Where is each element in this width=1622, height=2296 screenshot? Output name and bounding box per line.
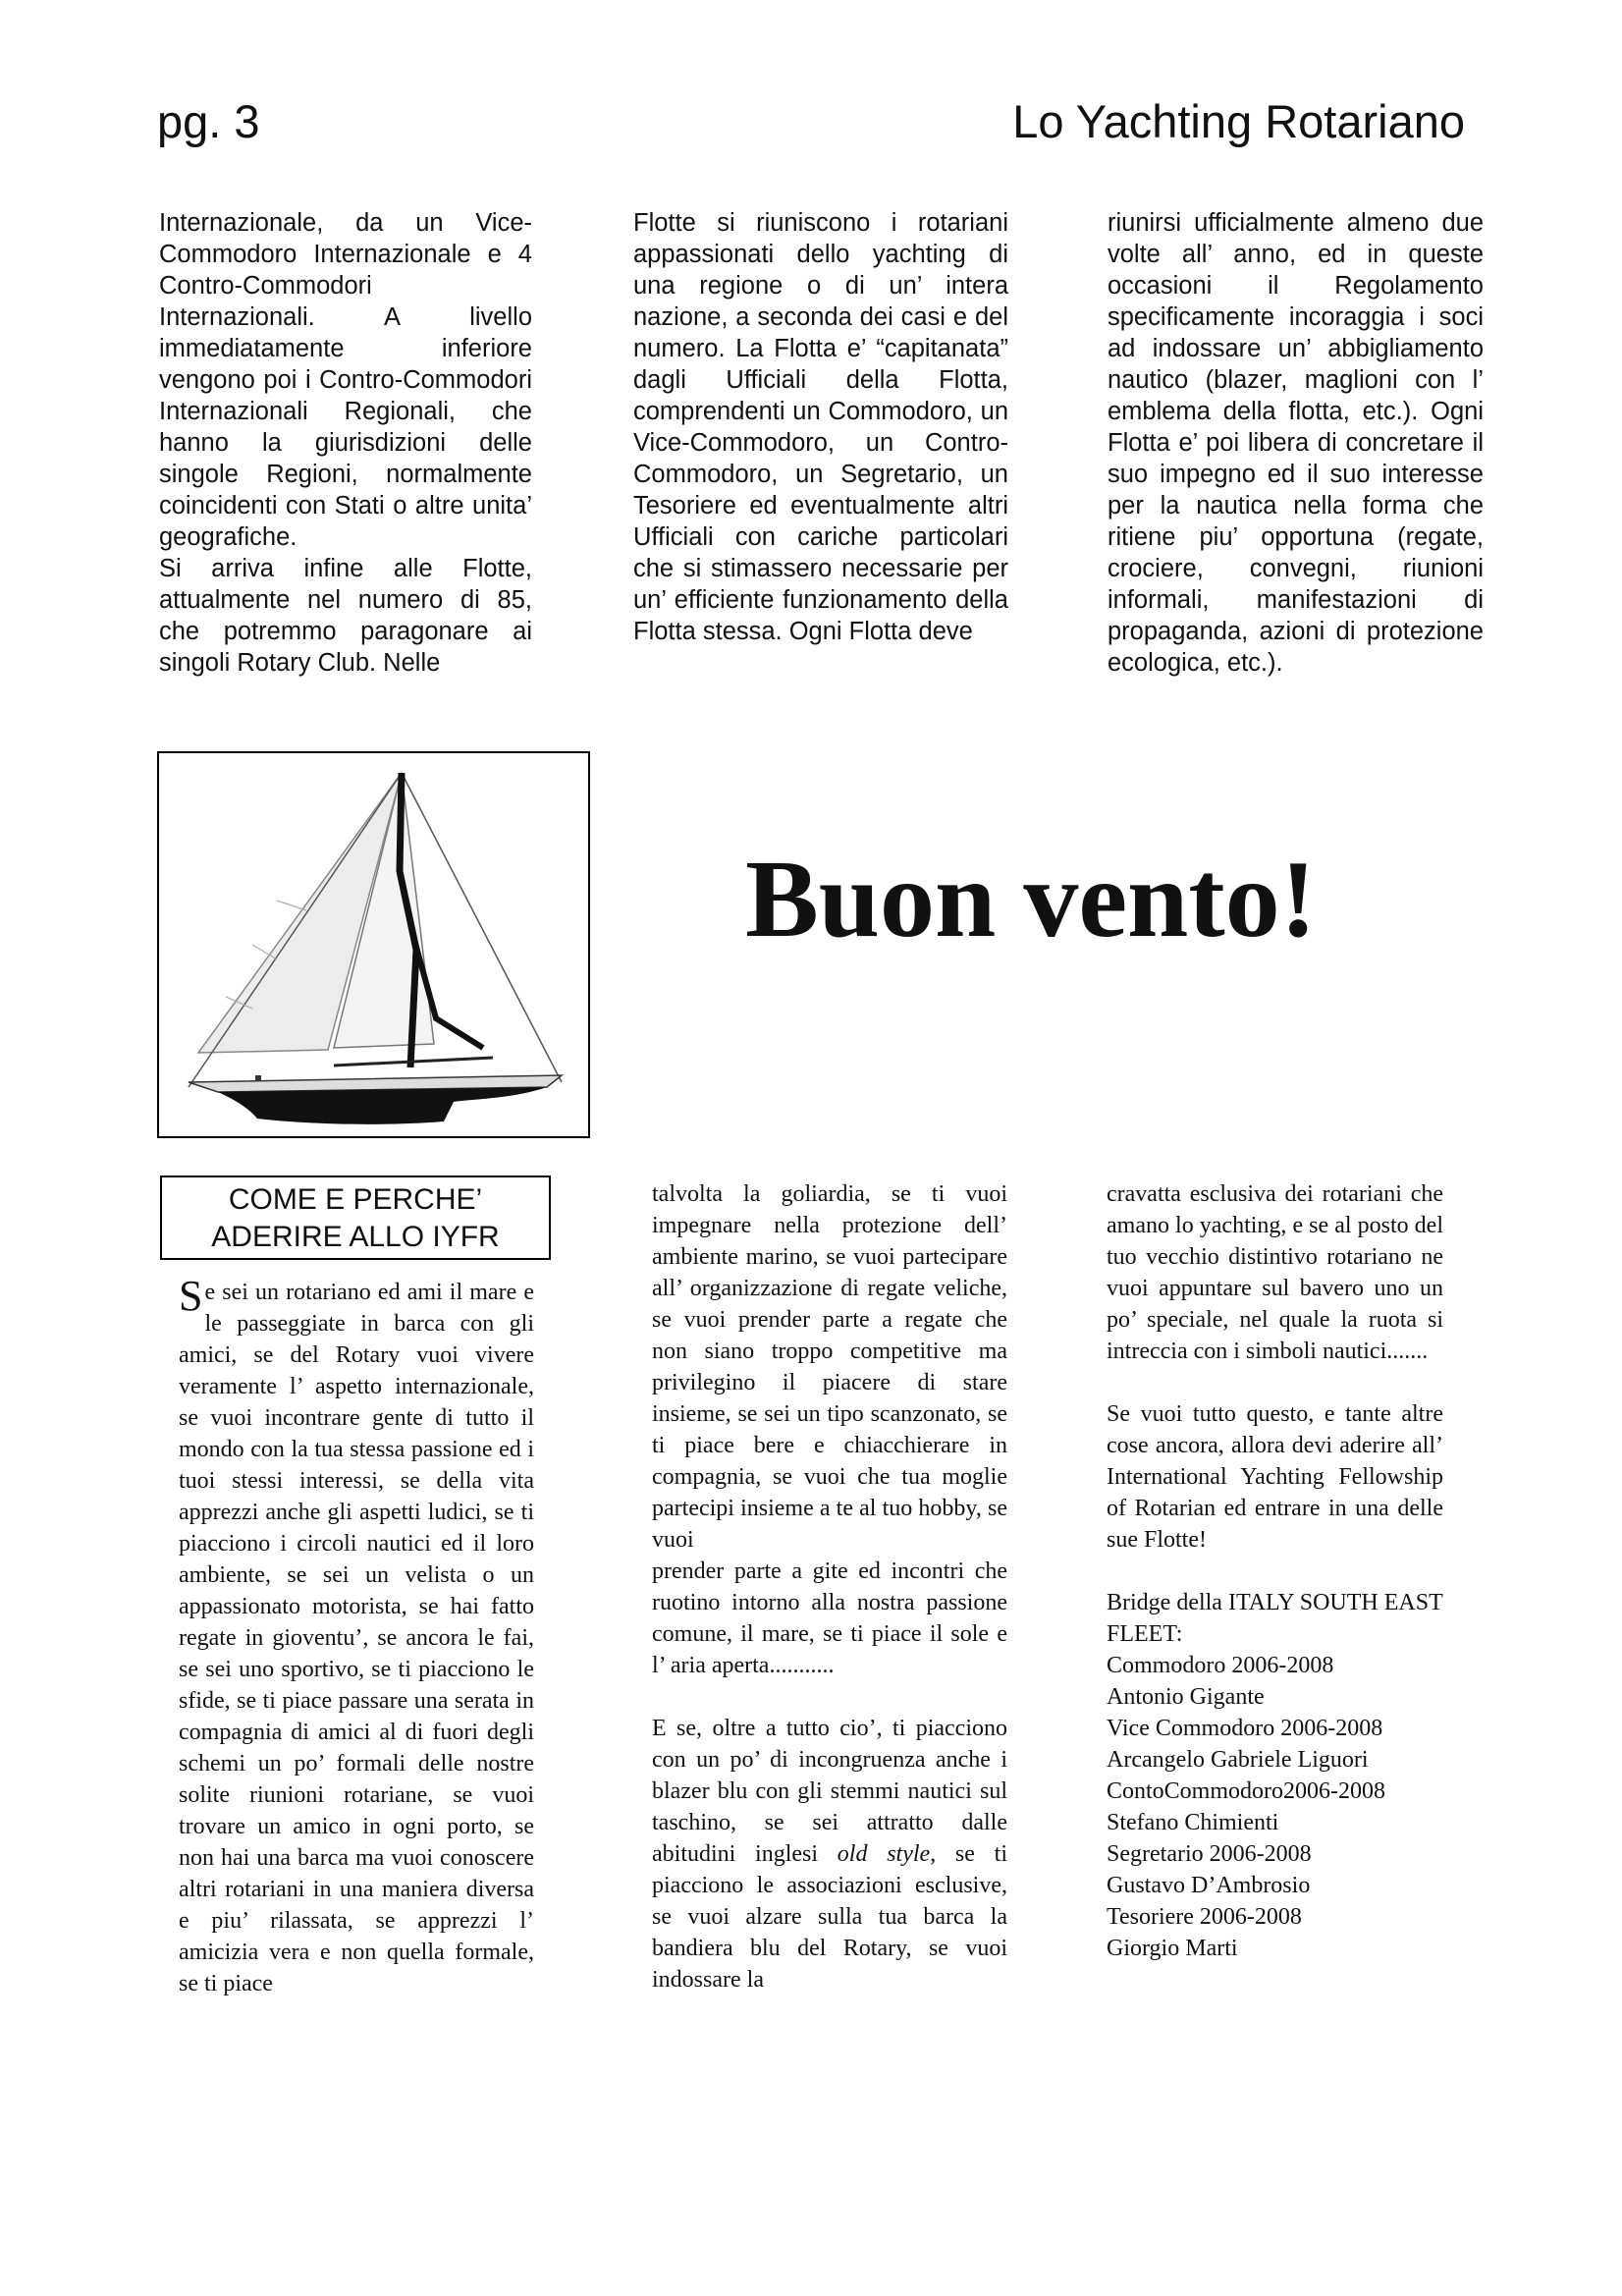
sailboat-illustration	[157, 751, 590, 1138]
section-title-line2: ADERIRE ALLO IYFR	[211, 1221, 500, 1253]
headline: Buon vento!	[745, 839, 1317, 960]
bridge-name: Antonio Gigante	[1107, 1684, 1265, 1710]
paragraph: Si arriva infine alle Flotte, attualmente nel numero di 85, che potremmo paragonare ai singoli Rotary Club. Nelle	[159, 555, 532, 677]
paragraph: Se vuoi tutto questo, e tante altre cose ancora, allora devi aderire all’ International Yachting Fellowship of Rotarian ed entrare in una delle sue Flotte!	[1107, 1401, 1443, 1553]
paragraph-text: e sei un rotariano ed ami il mare e le passeggiate in barca con gli amici, se del Rotary vuoi vivere veramente l’ aspetto internazionale, se vuoi incontrare gente di tutto il mondo con la tua stessa passione ed i tuoi stessi interessi, se della vita apprezzi anche gli aspetti ludici, se ti piacciono i circoli nautici ed il loro ambiente, se sei un velista o un appassionato motorista, se hai fatto regate in gioventu’, se ancora le fai, se sei uno sportivo, se ti piacciono le sfide, se ti piace passare una serata in compagnia di amici al di fuori degli schemi un po’ formali delle nostre solite riunioni rotariane, se vuoi trovare un amico in ogni porto, se non hai una barca ma vuoi conoscere altri rotariani in una maniera diversa e piu’ rilassata, se apprezzi l’ amicizia vera e non quella formale, se ti piace	[179, 1280, 534, 1996]
drop-cap: S	[179, 1272, 203, 1320]
paragraph-text: E se, oltre a tutto cio’, ti piacciono con un po’ di incongruenza anche i blazer blu con gli stemmi nautici sul taschino, se sei attratto dalle abitudini inglesi	[652, 1716, 1007, 1867]
page-number: pg. 3	[157, 95, 260, 147]
bridge-role: Vice Commodoro 2006-2008	[1107, 1716, 1383, 1741]
top-column-3	[1108, 207, 1484, 679]
bridge-role: Commodoro 2006-2008	[1107, 1653, 1334, 1678]
top-column-1	[159, 207, 532, 679]
paragraph: Flotte si riuniscono i rotariani appassionati dello yachting di una regione o di un’ intera nazione, a seconda dei casi e del numero. La Flotta e’ “capitanata” dagli Ufficiali della Flotta, comprendenti un Commodoro, un Vice-Commodoro, un Contro-Commodoro, un Segretario, un Tesoriere ed eventualmente altri Ufficiali con cariche particolari che si stimassero necessarie per un’ efficiente funzionamento della Flotta stessa. Ogni Flotta deve	[633, 209, 1008, 645]
paragraph: prender parte a gite ed incontri che ruotino intorno alla nostra passione comune, il mare, se ti piace il sole e l’ aria aperta...........	[652, 1558, 1007, 1678]
bridge-name: Arcangelo Gabriele Liguori	[1107, 1747, 1369, 1773]
top-column-2	[633, 207, 1008, 647]
bridge-name: Giorgio Marti	[1107, 1936, 1238, 1961]
bridge-name: Gustavo D’Ambrosio	[1107, 1873, 1311, 1898]
article-column-2	[652, 1178, 1007, 1995]
paragraph: cravatta esclusiva dei rotariani che amano lo yachting, e se al posto del tuo vecchio distintivo rotariano ne vuoi appuntare sul bavero uno un po’ speciale, nel quale la ruota si intreccia con i simboli nautici.......	[1107, 1181, 1443, 1364]
article-column-1	[179, 1272, 534, 1999]
bridge-role: Segretario 2006-2008	[1107, 1841, 1312, 1867]
section-title-line1: COME E PERCHE’	[228, 1183, 483, 1216]
italic-text: old style	[837, 1841, 931, 1867]
paragraph: Internazionale, da un Vice-Commodoro Internazionale e 4 Contro-Commodori Internazionali. A livello immediatamente inferiore vengono poi i Contro-Commodori Internazionali Regionali, che hanno la giurisdizioni delle singole Regioni, normalmente coincidenti con Stati o altre unita’ geografiche.	[159, 209, 532, 551]
section-title-box	[160, 1175, 551, 1260]
bridge-title: Bridge della ITALY SOUTH EAST FLEET:	[1107, 1590, 1443, 1647]
bridge-role: Tesoriere 2006-2008	[1107, 1904, 1302, 1930]
bridge-list	[1107, 1650, 1443, 1964]
paragraph-text: , se ti piacciono le associazioni esclusive, se vuoi alzare sulla tua barca la bandiera blu del Rotary, se vuoi indossare la	[652, 1841, 1007, 1993]
bridge-role: ContoCommodoro2006-2008	[1107, 1778, 1386, 1804]
paragraph	[652, 1713, 1007, 1995]
sailboat-icon	[159, 753, 588, 1136]
publication-title: Lo Yachting Rotariano	[1012, 95, 1465, 147]
bridge-name: Stefano Chimienti	[1107, 1810, 1279, 1835]
paragraph	[179, 1272, 534, 1999]
paragraph: talvolta la goliardia, se ti vuoi impegnare nella protezione dell’ ambiente marino, se vuoi partecipare all’ organizzazione di regate veliche, se vuoi prender parte a regate che non siano troppo competitive ma privilegino il piacere di stare insieme, se sei un tipo scanzonato, se ti piace bere e chiacchierare in compagnia, se vuoi che tua moglie partecipi insieme a te al tuo hobby, se vuoi	[652, 1181, 1007, 1553]
paragraph: riunirsi ufficialmente almeno due volte all’ anno, ed in queste occasioni il Regolamento specificamente incoraggia i soci ad indossare un’ abbigliamento nautico (blazer, maglioni con l’ emblema della flotta, etc.). Ogni Flotta e’ poi libera di concretare il suo impegno ed il suo interesse per la nautica nella forma che ritiene piu’ opportuna (regate, crociere, convegni, riunioni informali, manifestazioni di propaganda, azioni di protezione ecologica, etc.).	[1108, 209, 1484, 677]
article-column-3	[1107, 1178, 1443, 1964]
